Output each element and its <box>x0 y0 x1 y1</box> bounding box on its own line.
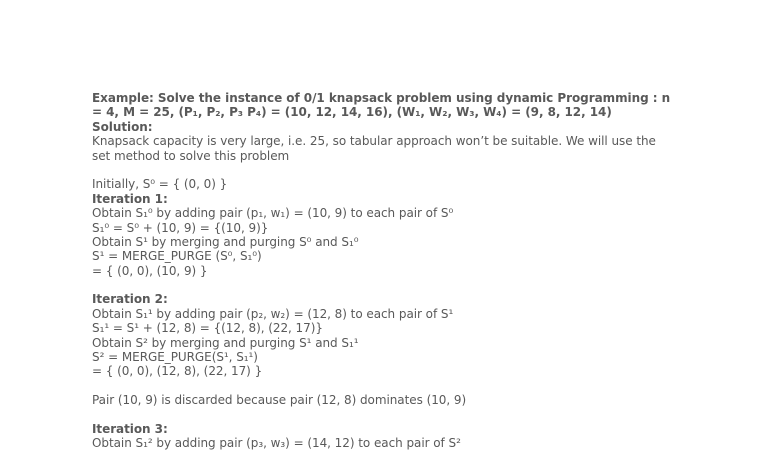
heading-line: = 4, M = 25, (P₁, P₂, P₃ P₄) = (10, 12, 14, 16), (W₁, W₂, W₃, W₄) = (9, 8, 12, 14) <box>92 105 612 120</box>
heading-line: Iteration 2: <box>92 292 168 307</box>
text-line: Obtain S₁¹ by adding pair (p₂, w₂) = (12, 8) to each pair of S¹ <box>92 306 454 321</box>
heading-line: Solution: <box>92 119 153 134</box>
text-line: S₁¹ = S¹ + (12, 8) = {(12, 8), (22, 17)} <box>92 321 323 336</box>
blank-line <box>92 408 692 422</box>
heading-line: Iteration 3: <box>92 421 168 436</box>
blank-line <box>92 278 692 292</box>
text-line: set method to solve this problem <box>92 148 290 163</box>
text-line: Obtain S₁⁰ by adding pair (p₁, w₁) = (10, 9) to each pair of S⁰ <box>92 206 454 221</box>
text-line: Knapsack capacity is very large, i.e. 25, so tabular approach won’t be suitable. We will use the <box>92 134 656 149</box>
text-line: Obtain S² by merging and purging S¹ and S₁¹ <box>92 335 359 350</box>
heading-line: Example: Solve the instance of 0/1 knapsack problem using dynamic Programming : n <box>92 91 671 105</box>
text-line: S² = MERGE_PURGE(S¹, S₁¹) <box>92 350 258 365</box>
text-line: = { (0, 0), (10, 9) } <box>92 263 208 278</box>
blank-line <box>92 163 692 177</box>
text-line: S¹ = MERGE_PURGE (S⁰, S₁⁰) <box>92 249 262 264</box>
text-line: = { (0, 0), (12, 8), (22, 17) } <box>92 364 263 379</box>
text-line: Obtain S₁² by adding pair (p₃, w₃) = (14, 12) to each pair of S² <box>92 436 461 451</box>
document-body <box>92 91 692 451</box>
blank-line <box>92 379 692 393</box>
text-line: Obtain S¹ by merging and purging S⁰ and S₁⁰ <box>92 234 359 249</box>
text-line: Initially, S⁰ = { (0, 0) } <box>92 177 228 192</box>
heading-line: Iteration 1: <box>92 191 168 206</box>
text-line: Pair (10, 9) is discarded because pair (12, 8) dominates (10, 9) <box>92 393 467 408</box>
text-line: S₁⁰ = S⁰ + (10, 9) = {(10, 9)} <box>92 220 269 235</box>
